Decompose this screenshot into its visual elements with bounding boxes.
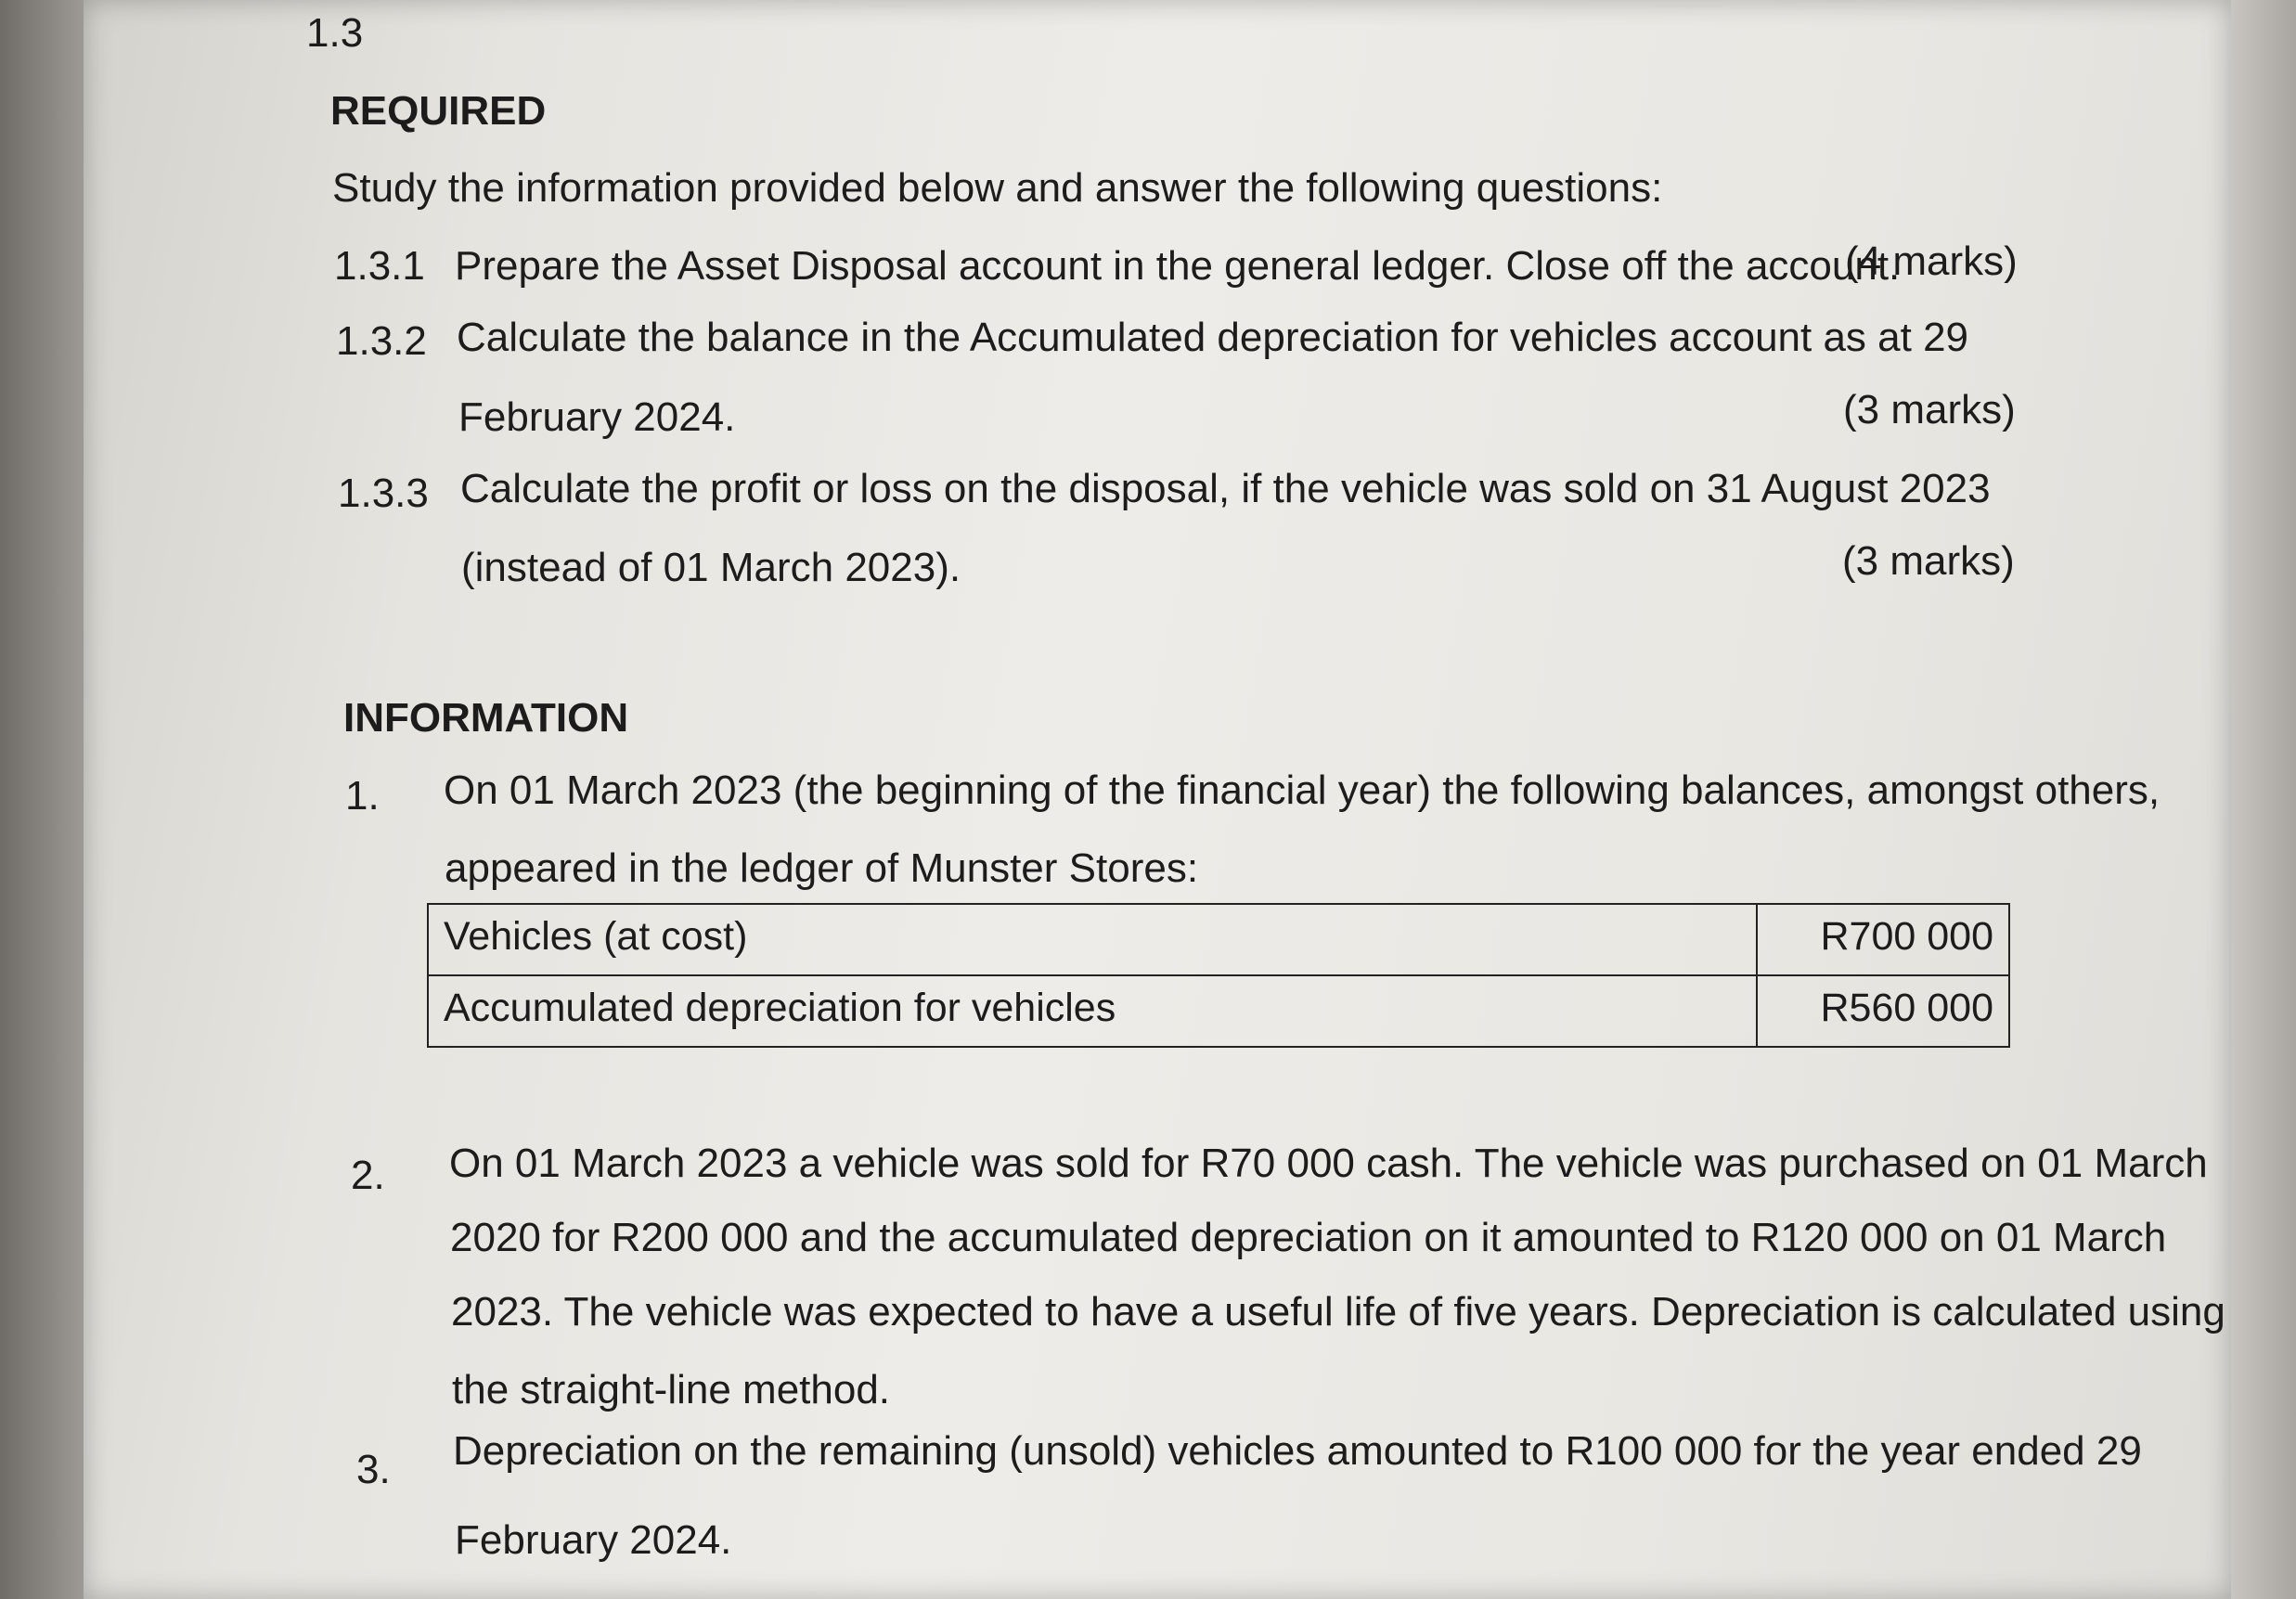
question-text-1-3-3-line2: (instead of 01 March 2023). [461, 545, 961, 590]
info-item-number-2: 2. [351, 1153, 385, 1198]
info-item-3-line2: February 2024. [455, 1517, 732, 1563]
info-item-3-line1: Depreciation on the remaining (unsold) vehicles amounted to R100 000 for the year ended 29 [453, 1428, 2142, 1474]
question-marks-1-3-2: (3 marks) [1843, 387, 2016, 432]
required-intro: Study the information provided below and answer the following questions: [332, 165, 1663, 211]
question-text-1-3-2-line1: Calculate the balance in the Accumulated depreciation for vehicles account as at 29 [457, 315, 1969, 360]
question-marks-1-3-3: (3 marks) [1842, 538, 2015, 584]
table-row [428, 975, 2009, 1047]
question-text-1-3-3-line1: Calculate the profit or loss on the disposal, if the vehicle was sold on 31 August 2023 [460, 466, 1991, 511]
background-left [0, 0, 84, 1599]
info-item-2-line4: the straight-line method. [452, 1367, 891, 1412]
balances-table [427, 903, 2010, 1048]
info-item-number-3: 3. [356, 1447, 391, 1492]
table-cell-amount: R560 000 [1757, 975, 2009, 1047]
info-item-1-line1: On 01 March 2023 (the beginning of the financial year) the following balances, amongst others, [444, 767, 2161, 813]
info-item-2-line2: 2020 for R200 000 and the accumulated depreciation on it amounted to R120 000 on 01 March [450, 1215, 2167, 1260]
question-number-1-3-3: 1.3.3 [338, 471, 429, 516]
table-cell-amount: R700 000 [1757, 904, 2009, 975]
table-row [428, 904, 2009, 975]
required-heading: REQUIRED [330, 88, 547, 134]
table-cell-account: Vehicles (at cost) [428, 904, 1757, 975]
section-number: 1.3 [306, 10, 364, 56]
question-number-1-3-2: 1.3.2 [336, 318, 427, 364]
info-item-2-line1: On 01 March 2023 a vehicle was sold for R70 000 cash. The vehicle was purchased on 01 March [449, 1141, 2208, 1186]
background-right [2231, 0, 2296, 1599]
question-text-1-3-1: Prepare the Asset Disposal account in the general ledger. Close off the account. [455, 243, 1901, 289]
question-text-1-3-2-line2: February 2024. [458, 394, 736, 440]
info-item-1-line2: appeared in the ledger of Munster Stores: [445, 845, 1199, 891]
question-number-1-3-1: 1.3.1 [334, 243, 425, 289]
question-marks-1-3-1: (4 marks) [1845, 239, 2018, 284]
info-item-2-line3: 2023. The vehicle was expected to have a useful life of five years. Depreciation is calculated using [451, 1289, 2225, 1335]
information-heading: INFORMATION [343, 695, 629, 741]
table-cell-account: Accumulated depreciation for vehicles [428, 975, 1757, 1047]
info-item-number-1: 1. [345, 773, 380, 819]
